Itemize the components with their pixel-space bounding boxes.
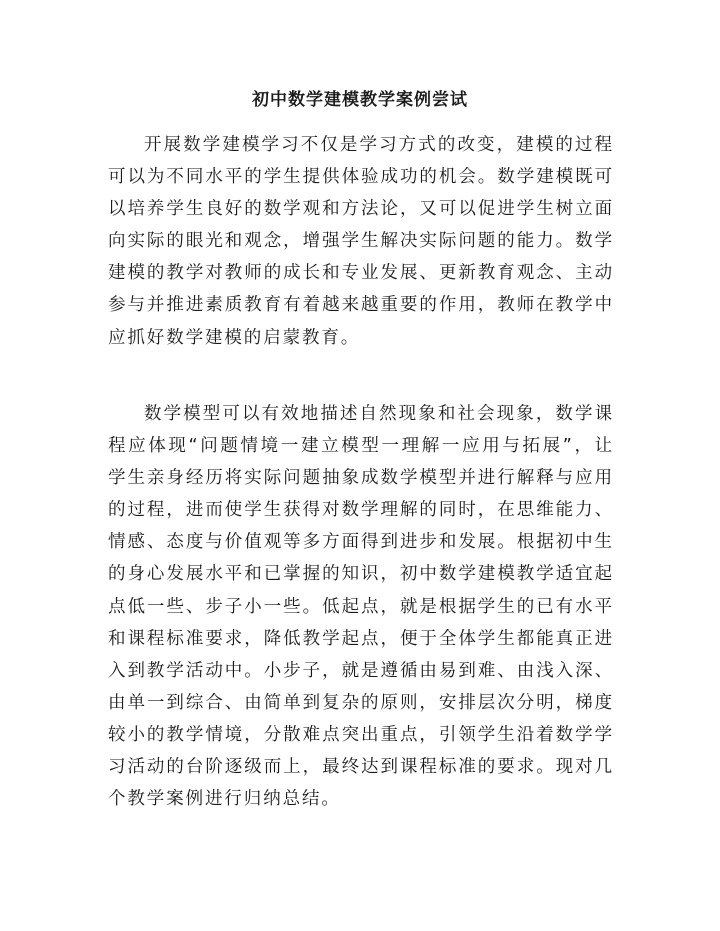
paragraph-intro: 开展数学建模学习不仅是学习方式的改变，建模的过程可以为不同水平的学生提供体验成功的机会。数学建模既可以培养学生良好的数学观和方法论，又可以促进学生树立面向实际的眼光和观念，增强学生解决实际问题的能力。数学建模的教学对教师的成长和专业发展、更新教育观念、主动参与并推进素质教育有着越来越重要的作用，教师在教学中应抓好数学建模的启蒙教育。 [108, 135, 614, 348]
paragraph-model: 数学模型可以有效地描述自然现象和社会现象，数学课程应体现“问题情境一建立模型一理解一应用与拓展”，让学生亲身经历将实际问题抽象成数学模型并进行解释与应用的过程，进而使学生获得对数学理解的同时，在思维能力、情感、态度与价值观等多方面得到进步和发展。根据初中生的身心发展水平和已掌握的知识，初中数学建模教学适宜起点低一些、步子小一些。低起点，就是根据学生的已有水平和课程标准要求，降低教学起点，便于全体学生都能真正进入到教学活动中。小步子，就是遵循由易到难、由浅入深、由单一到综合、由简单到复杂的原则，安排层次分明，梯度较小的教学情境，分散难点突出重点，引领学生沿着数学学习活动的台阶逐级而上，最终达到课程标准的要求。现对几个教学案例进行归纳总结。 [108, 404, 614, 810]
document-title: 初中数学建模教学案例尝试 [252, 90, 468, 110]
